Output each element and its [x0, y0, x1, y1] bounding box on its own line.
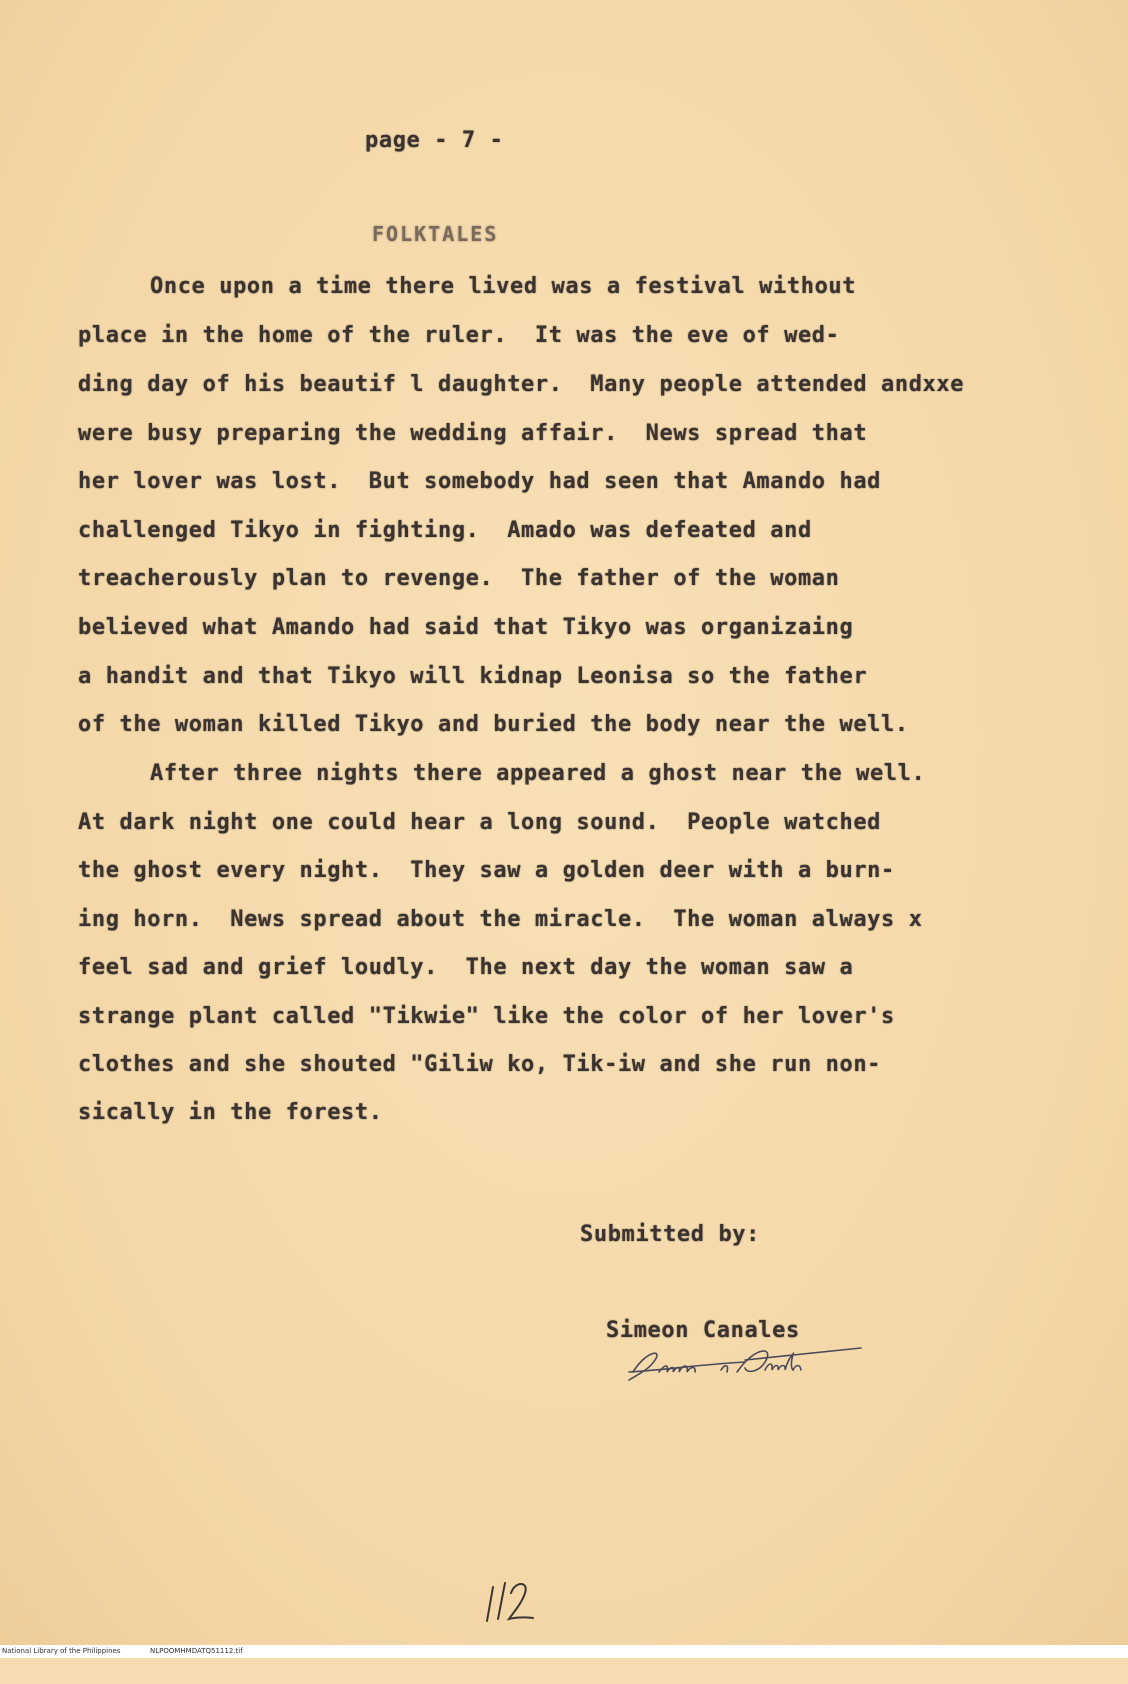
text-line: After three nights there appeared a ghost near the well. — [150, 761, 926, 786]
text-line: strange plant called "Tikwie" like the color of her lover's — [78, 1004, 895, 1029]
text-line: sically in the forest. — [78, 1100, 383, 1125]
signature — [625, 1342, 885, 1388]
text-line: At dark night one could hear a long sound. People watched — [78, 810, 882, 835]
text-line: Once upon a time there lived was a festival without — [150, 274, 857, 299]
text-line: treacherously plan to revenge. The father of the woman — [78, 566, 840, 591]
text-line: of the woman killed Tikyo and buried the body near the well. — [78, 712, 909, 737]
text-line: a handit and that Tikyo will kidnap Leonisa so the father — [78, 664, 868, 689]
signature-scribble-icon — [625, 1342, 885, 1388]
signer-name: Simeon Canales — [606, 1318, 800, 1343]
handwritten-page-number — [485, 1577, 545, 1629]
text-line: her lover was lost. But somebody had seen that Amando had — [78, 469, 882, 494]
text-line: challenged Tikyo in fighting. Amado was defeated and — [78, 518, 812, 543]
text-line: ing horn. News spread about the miracle. The woman always x — [78, 907, 923, 932]
page-number-header: page - 7 - — [365, 128, 504, 153]
text-line: believed what Amando had said that Tikyo was organizaing — [78, 615, 854, 640]
text-line: clothes and she shouted "Giliw ko, Tik-iw and she run non- — [78, 1052, 882, 1077]
text-line: ding day of his beautif l daughter. Many people attended andxxe — [78, 372, 965, 397]
footer-filename: NLPOOMHMDATQ51112.tif — [150, 1647, 243, 1655]
text-line: place in the home of the ruler. It was the eve of wed- — [78, 323, 840, 348]
submitted-by-label: Submitted by: — [580, 1222, 760, 1247]
text-line: the ghost every night. They saw a golden deer with a burn- — [78, 858, 895, 883]
text-line: feel sad and grief loudly. The next day the woman saw a — [78, 955, 854, 980]
footer-library: National Library of the Philippines — [2, 1647, 121, 1655]
document-title: FOLKTALES — [372, 222, 499, 246]
text-line: were busy preparing the wedding affair. News spread that — [78, 421, 868, 446]
handwritten-number-icon — [485, 1577, 545, 1625]
scan-footer — [0, 1645, 1128, 1658]
